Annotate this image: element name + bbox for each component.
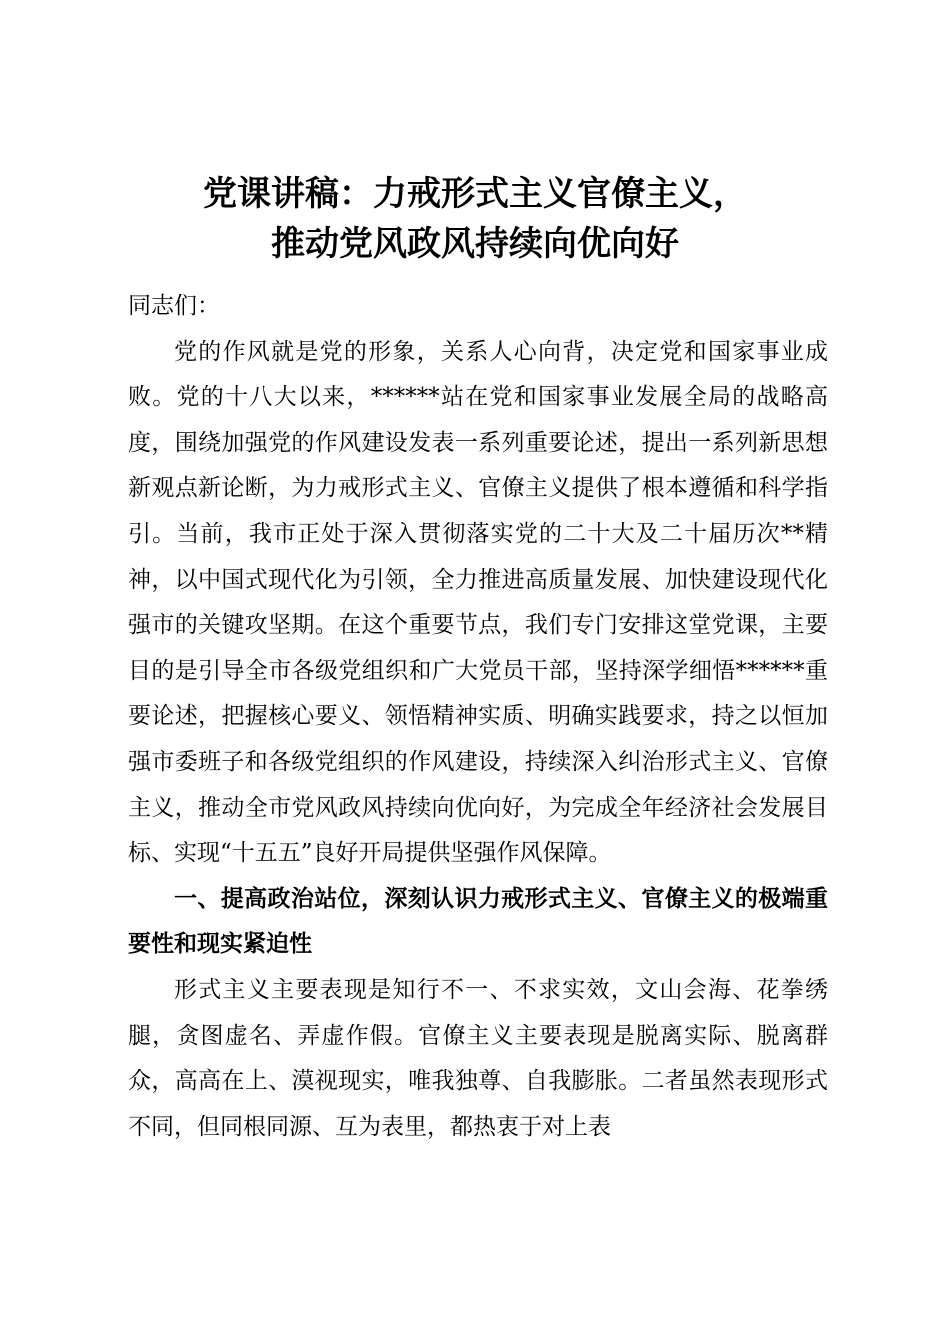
paragraph-section-1: 形式主义主要表现是知行不一、不求实效，文山会海、花拳绣腿，贪图虚名、弄虚作假。官僚主义主要表现是脱离实际、脱离群众，高高在上、漠视现实，唯我独尊、自我膨胀。二者虽然表现形式不同，但同根同源、互为表里，都热衷于对上表 [128, 976, 828, 1140]
section-heading-1: 一、提高政治站位，深刻认识力戒形式主义、官僚主义的极端重要性和现实紧迫性 [128, 885, 828, 958]
document-title-line-2: 推动党风政风持续向优向好 [271, 224, 679, 264]
paragraph-intro: 党的作风就是党的形象，关系人心向背，决定党和国家事业成败。党的十八大以来，******站在党和国家事业发展全局的战略高度，围绕加强党的作风建设发表一系列重要论述，提出一系列新思想新观点新论断，为力戒形式主义、官僚主义提供了根本遵循和科学指引。当前，我市正处于深入贯彻落实党的二十大及二十届历次**精神，以中国式现代化为引领，全力推进高质量发展、加快建设现代化强市的关键攻坚期。在这个重要节点，我们专门安排这堂党课，主要目的是引导全市各级党组织和广大党员干部，坚持深学细悟******重要论述，把握核心要义、领悟精神实质、明确实践要求，持之以恒加强市委班子和各级党组织的作风建设，持续深入纠治形式主义、官僚主义，推动全市党风政风持续向优向好，为完成全年经济社会发展目标、实现“十五五”良好开局提供坚强作风保障。 [128, 338, 828, 867]
document-title-line-1: 党课讲稿：力戒形式主义官僚主义， [203, 174, 747, 214]
salutation: 同志们： [128, 293, 220, 319]
document-body [128, 284, 828, 1150]
